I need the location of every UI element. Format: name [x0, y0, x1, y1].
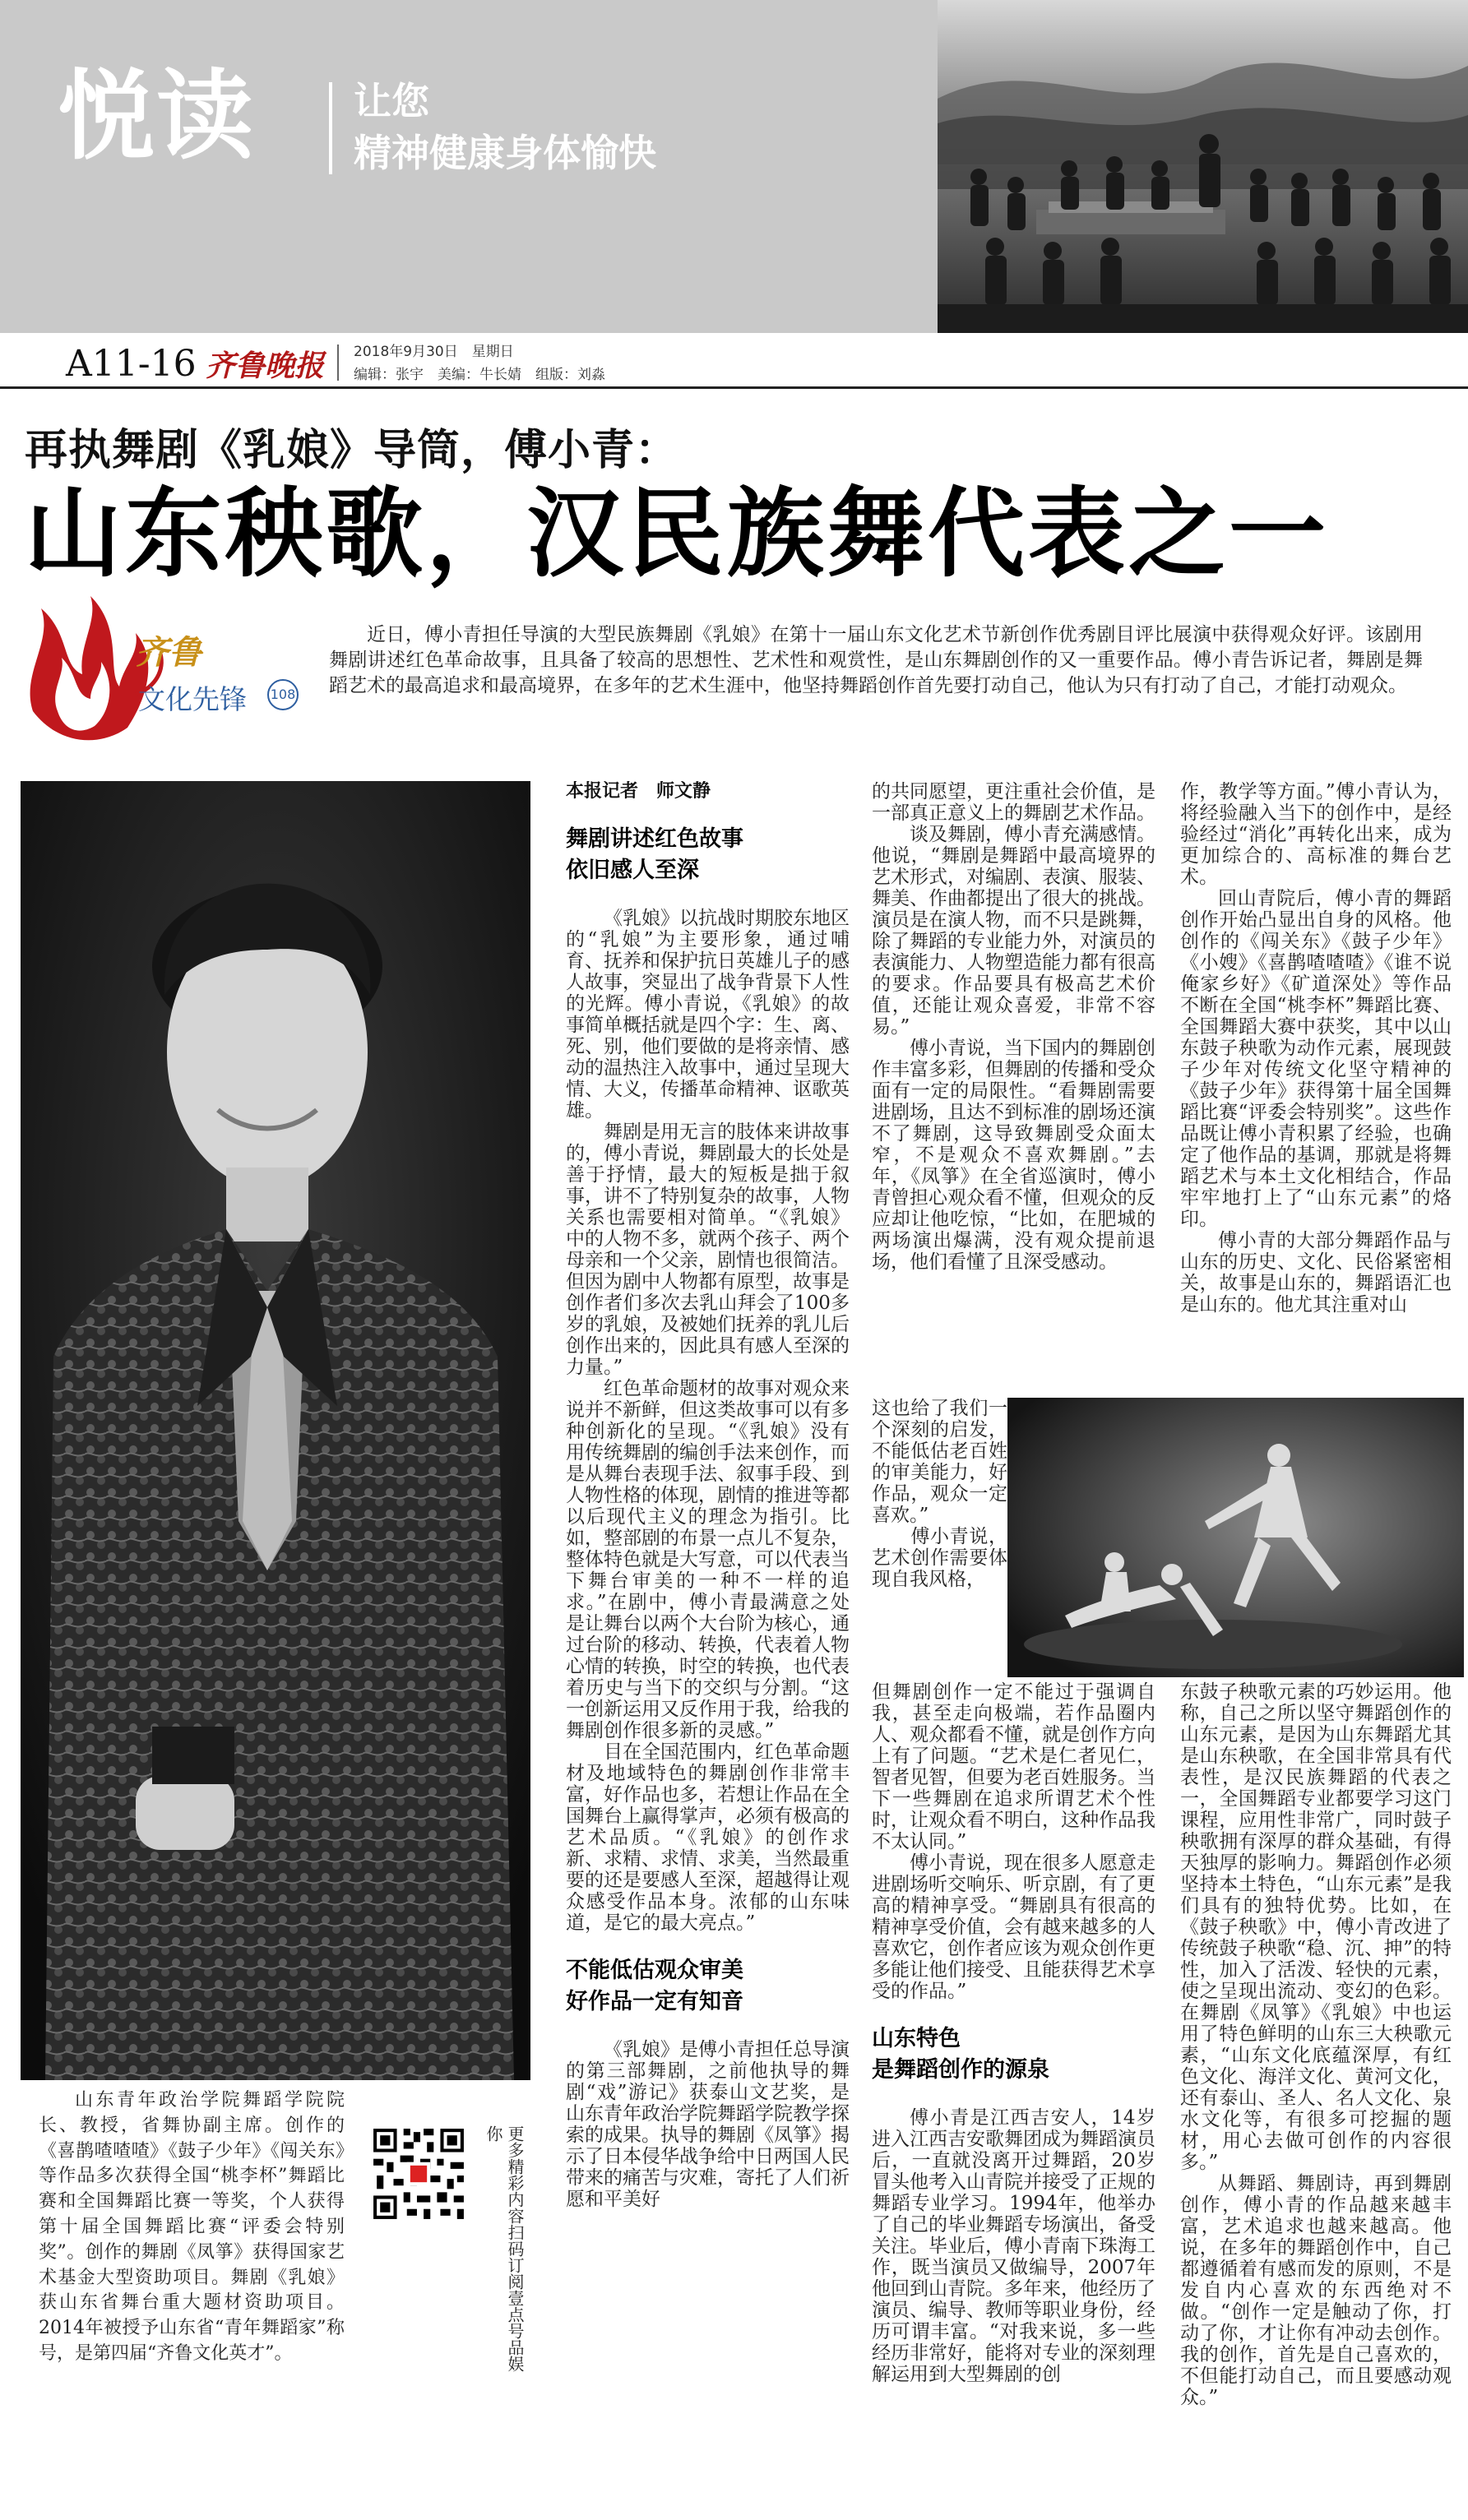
paragraph: 从舞蹈、舞剧诗，再到舞剧创作，傅小青的作品越来越丰富，艺术追求也越来越高。他说，在多年的舞蹈创作中，自己都遵循着有感而发的原则，不是发自内心喜欢的东西绝对不做。“创作一定是触动了你，打动了你，才让你有冲动去创作。我的创作，首先是自己喜欢的，不但能打动自己，而且要感动观众。” [1180, 2173, 1452, 2408]
article-column-1 [566, 781, 850, 2491]
series-number-badge: 108 [267, 679, 299, 710]
editor-credits: 编辑：张宇 美编：牛长婧 组版：刘淼 [354, 367, 605, 383]
series-subtitle: 文化先锋 [138, 683, 247, 715]
dance-performance-photo [1007, 1398, 1464, 1677]
paragraph: 傅小青说，当下国内的舞剧创作丰富多彩，但舞剧的传播和受众面有一定的局限性。“看舞剧需要进剧场，且达不到标准的剧场还演不了舞剧，这导致舞剧受众面太窄，不是观众不喜欢舞剧。”去年，《凤箏》在全省巡演时，傅小青曾担心观众看不懂，但观众的反应却让他吃惊，“比如，在肥城的两场演出爆满，没有观众提前退场，他们看懂了且深受感动。 [872, 1038, 1155, 1273]
qr-code-icon[interactable] [370, 2125, 467, 2222]
paragraph: 但舞剧创作一定不能过于强调自我，甚至走向极端，若作品圈内人、观众都看不懂，就是创作方向上有了问题。“艺术是仁者见仁，智者见智，但要为老百姓服务。当下一些舞剧在追求所谓艺术个性时，让观众看不明白，这种作品我不太认同。” [872, 1681, 1155, 1852]
lead-paragraph: 近日，傅小青担任导演的大型民族舞剧《乳娘》在第十一届山东文化艺术节新创作优秀剧目评比展演中获得观众好评。该剧用舞剧讲述红色革命故事，且具备了较高的思想性、艺术性和观赏性，是山东舞剧创作的又一重要作品。傅小青告诉记者，舞剧是舞蹈艺术的最高追求和最高境界，在多年的艺术生涯中，他坚持舞蹈创作首先要打动自己，他认为只有打动了自己，才能打动观众。 [329, 624, 1423, 696]
headline-kicker: 再执舞剧《乳娘》导筒，傅小青： [25, 426, 679, 475]
paragraph: 舞剧是用无言的肢体来讲故事的，傅小青说，舞剧最大的长处是善于抒情，最大的短板是拙于叙事，讲不了特别复杂的故事，人物关系也需要相对简单。“《乳娘》中的人物不多，就两个孩子、两个母亲和一个父亲，剧情也很简洁。但因为剧中人物都有原型，故事是创作者们多次去乳山拜会了100多岁的乳娘，及被她们抚养的乳儿后创作出来的，因此具有感人至深的力量。” [566, 1121, 850, 1378]
paragraph: 东鼓子秧歌元素的巧妙运用。他称，自己之所以坚守舞蹈创作的山东元素，是因为山东舞蹈尤其是山东秧歌，在全国非常具有代表性，是汉民族舞蹈的代表之一，全国舞蹈专业都要学习这门课程，应用性非常广，同时鼓子秧歌拥有深厚的群众基础，有得天独厚的影响力。舞蹈创作必须坚持本土特色，“山东元素”是我们具有的独特优势。比如，在《鼓子秧歌》中，傅小青改进了传统鼓子秧歌“稳、沉、抻”的特性，加入了活泼、轻快的元素，使之呈现出流动、变幻的色彩。在舞剧《凤箏》《乳娘》中也运用了特色鲜明的山东三大秧歌元素，“山东文化底蕴深厚，有红色文化、海洋文化、黄河文化，还有泰山、圣人、名人文化、泉水文化等，有很多可挖掘的题材，用心去做可创作的内容很多。” [1180, 1681, 1452, 2173]
folio-line [0, 333, 1468, 389]
slogan-line-1: 让您 [354, 79, 429, 123]
portrait-photo [21, 781, 530, 2080]
subhead-red-story: 舞剧讲述红色故事 依旧感人至深 [566, 826, 743, 883]
paragraph: 《乳娘》以抗战时期胶东地区的“乳娘”为主要形象，通过哺育、抚养和保护抗日英雄儿子的感人故事，突显出了战争背景下人性的光辉。傅小青说，《乳娘》的故事简单概括就是四个字：生、离、死、别，他们要做的是将亲情、感动的温热注入故事中，通过呈现大情、大义，传播革命精神、讴歌英雄。 [566, 908, 850, 1121]
folio-divider [337, 344, 339, 381]
paragraph: 回山青院后，傅小青的舞蹈创作开始凸显出自身的风格。他创作的《闯关东》《鼓子少年》《小嫂》《喜鹊喳喳喳》《谁不说俺家乡好》《矿道深处》等作品不断在全国“桃李杯”舞蹈比赛、全国舞蹈大赛中获奖，其中以山东鼓子秧歌为动作元素，展现鼓子少年对传统文化坚守精神的《鼓子少年》获得第十届全国舞蹈比赛“评委会特别奖”。这些作品既让傅小青积累了经验，也确定了他作品的基调，那就是将舞蹈艺术与本土文化相结合，作品牢牢地打上了“山东元素”的烙印。 [1180, 888, 1452, 1230]
page-number: A11-16 [66, 343, 197, 385]
brand-divider [329, 82, 332, 174]
qr-subscribe-note: 更多精彩内容扫码订阅壹点号品娱你 [484, 2125, 525, 2372]
slogan-line-2: 精神健康身体愉快 [354, 131, 656, 175]
paragraph: 作，教学等方面。”傅小青认为，将经验融入当下的创作中，是经验经过“消化”再转化出来，成为更加综合的、高标准的舞台艺术。 [1180, 781, 1452, 888]
stage-performance-photo [938, 0, 1468, 333]
newspaper-logo: 齐鲁晚报 [206, 349, 325, 383]
masthead-banner [0, 0, 1468, 333]
paragraph: 傅小青是江西吉安人，14岁进入江西吉安歌舞团成为舞蹈演员后，一直就没离开过舞蹈，20岁冒头他考入山青院并接受了正规的舞蹈专业学习。1994年，他举办了自己的毕业舞蹈专场演出，备受关注。毕业后，傅小青南下珠海工作，既当演员又做编导，2007年他回到山青院。多年来，他经历了演员、编导、教师等职业身份，经历可谓丰富。“对我来说，多一些经历非常好，能将对专业的深刻理解运用到大型舞剧的创 [872, 2107, 1155, 2385]
article-column-3 [1180, 781, 1452, 1398]
article-column-2-narrow: 这也给了我们一个深刻的启发，不能低估老百姓的审美能力，好作品，观众一定喜欢。” 傅小青说，艺术创作需要体现自我风格， [872, 1398, 1007, 1590]
paragraph: 红色革命题材的故事对观众来说并不新鲜，但这类故事可以有多种创新化的呈现。“《乳娘》没有用传统舞剧的编创手法来创作，而是从舞台表现手法、叙事手段、到人物性格的体现，剧情的推进等都以后现代主义的理念为指引。比如，整部剧的布景一点儿不复杂，整体特色就是大写意，可以代表当下舞台审美的一种不一样的追求。”在剧中，傅小青最满意之处是让舞台以两个大台阶为核心，通过台阶的移动、转换，代表着人物心情的转换，时空的转换，也代表着历史与当下的交织与分割。“这一创新运用又反作用于我，给我的舞剧创作很多新的灵感。” [566, 1378, 850, 1741]
main-headline: 山东秧歌，汉民族舞代表之一 [25, 477, 1330, 590]
bio-caption-box [21, 2080, 350, 2495]
paragraph: 目在全国范围内，红色革命题材及地域特色的舞剧创作非常丰富，好作品也多，若想让作品在全国舞台上赢得掌声，必须有极高的艺术品质。“《乳娘》的创作求新、求精、求情、求美，当然最重要的还是要感人至深，超越得让观众感受作品本身。浓郁的山东味道，是它的最大亮点。” [566, 1741, 850, 1934]
article-column-3-lower [1180, 1681, 1452, 2491]
bio-caption: 山东青年政治学院舞蹈学院院长、教授，省舞协副主席。创作的《喜鹊喳喳喳》《鼓子少年》《闯关东》等作品多次获得全国“桃李杯”舞蹈比赛和全国舞蹈比赛一等奖，个人获得第十届全国舞蹈比赛“评委会特别奖”。创作的舞剧《凤箏》获得国家艺术基金大型资助项目。舞剧《乳娘》获山东省舞台重大题材资助项目。2014年被授予山东省“青年舞蹈家”称号，是第四届“齐鲁文化英才”。 [39, 2090, 345, 2364]
paragraph: 谈及舞剧，傅小青充满感情。他说，“舞剧是舞蹈中最高境界的艺术形式，对编剧、表演、服装、舞美、作曲都提出了很大的挑战。演员是在演人物，而不只是跳舞，除了舞蹈的专业能力外，对演员的表演能力、人物塑造能力都有很高的要求。作品要具有极高艺术价值，还能让观众喜爱，非常不容易。” [872, 824, 1155, 1038]
subhead-shandong: 山东特色 是舞蹈创作的源泉 [872, 2026, 1049, 2083]
paragraph: 傅小青的大部分舞蹈作品与山东的历史、文化、民俗紧密相关，故事是山东的，舞蹈语汇也是山东的。他尤其注重对山 [1180, 1230, 1452, 1315]
article-column-2-lower [872, 1681, 1155, 2491]
section-brand-title: 悦读 [58, 59, 256, 173]
issue-date: 2018年9月30日 星期日 [354, 344, 514, 360]
byline: 本报记者 师文静 [566, 781, 711, 802]
paragraph: 傅小青说，现在很多人愿意走进剧场听交响乐、听京剧，有了更高的精神享受。“舞剧具有很高的精神享受价值，会有越来越多的人喜欢它，创作者应该为观众创作更多能让他们接受、且能获得艺术享受的作品。” [872, 1852, 1155, 2002]
paragraph: 《乳娘》是傅小青担任总导演的第三部舞剧，之前他执导的舞剧“戏”游记》获泰山文艺奖，是山东青年政治学院舞蹈学院教学探索的成果。执导的舞剧《凤箏》揭示了日本侵华战争给中日两国人民带来的痛苦与灾难，寄托了人们祈愿和平美好 [566, 2039, 850, 2210]
series-name: 齐鲁 [136, 633, 201, 672]
article-column-2 [872, 781, 1155, 1398]
subhead-audience: 不能低估观众审美 好作品一定有知音 [566, 1958, 743, 2014]
paragraph: 的共同愿望，更注重社会价值，是一部真正意义上的舞剧艺术作品。 [872, 781, 1155, 824]
